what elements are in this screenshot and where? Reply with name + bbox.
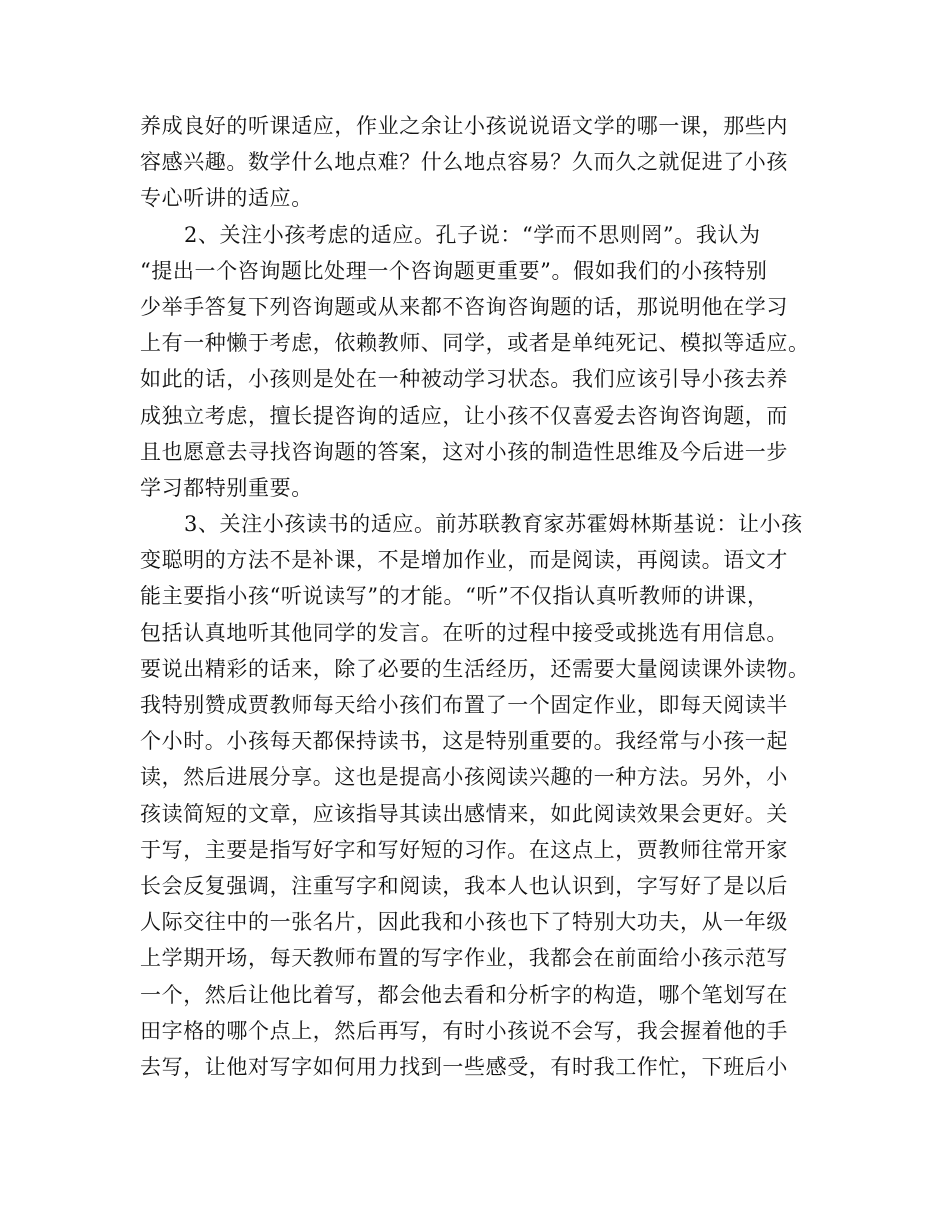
text-line: 能主要指小孩“听说读写”的才能。“听”不仅指认真听教师的讲课，: [140, 584, 769, 609]
text-line: 养成良好的听课适应，作业之余让小孩说说语文学的哪一课，那些内: [140, 114, 788, 138]
text-line: 专心听讲的适应。: [140, 186, 313, 211]
text-line: 变聪明的方法不是补课，不是增加作业，而是阅读，再阅读。语文才: [140, 548, 788, 573]
body-text: [140, 108, 820, 1085]
text-line: 包括认真地听其他同学的发言。在听的过程中接受或挑选有用信息。: [140, 620, 788, 645]
paragraph-2-first-line: 2、关注小孩考虑的适应。孔子说：“学而不思则罔”。我认为: [184, 222, 761, 247]
text-line: 如此的话，小孩则是处在一种被动学习状态。我们应该引导小孩去养: [140, 367, 788, 392]
text-line: 上学期开场，每天教师布置的写字作业，我都会在前面给小孩示范写: [140, 946, 788, 971]
text-line: 学习都特别重要。: [140, 475, 313, 500]
text-line: 孩读简短的文章，应该指导其读出感情来，如此阅读效果会更好。关: [140, 801, 788, 826]
text-line: 读，然后进展分享。这也是提高小孩阅读兴趣的一种方法。另外，小: [140, 765, 788, 790]
text-line: 要说出精彩的话来，除了必要的生活经历，还需要大量阅读课外读物。: [140, 656, 810, 681]
text-line: 人际交往中的一张名片，因此我和小孩也下了特别大功夫，从一年级: [140, 910, 788, 935]
text-line: 容感兴趣。数学什么地点难？什么地点容易？久而久之就促进了小孩: [140, 150, 788, 175]
text-line: 且也愿意去寻找咨询题的答案，这对小孩的制造性思维及今后进一步: [140, 439, 788, 464]
paragraph-3-first-line: 3、关注小孩读书的适应。前苏联教育家苏霍姆林斯基说：让小孩: [184, 512, 803, 537]
text-line: 少举手答复下列咨询题或从来都不咨询咨询题的话，那说明他在学习: [140, 294, 788, 319]
text-line: 去写，让他对写字如何用力找到一些感受，有时我工作忙，下班后小: [140, 1054, 788, 1079]
text-line: 于写，主要是指写好字和写好短的习作。在这点上，贾教师往常开家: [140, 837, 788, 862]
text-line: 成独立考虑，擅长提咨询的适应，让小孩不仅喜爱去咨询咨询题，而: [140, 403, 788, 428]
text-line: “提出一个咨询题比处理一个咨询题更重要”。假如我们的小孩特别: [140, 258, 768, 283]
text-line: 田字格的哪个点上，然后再写，有时小孩说不会写，我会握着他的手: [140, 1018, 788, 1043]
text-line: 我特别赞成贾教师每天给小孩们布置了一个固定作业，即每天阅读半: [140, 693, 788, 717]
text-line: 长会反复强调，注重写字和阅读，我本人也认识到，字写好了是以后: [140, 873, 788, 898]
text-line: 个小时。小孩每天都保持读书，这是特别重要的。我经常与小孩一起: [140, 729, 788, 754]
text-line: 上有一种懒于考虑，依赖教师、同学，或者是单纯死记、模拟等适应。: [140, 331, 810, 356]
text-line: 一个，然后让他比着写，都会他去看和分析字的构造，哪个笔划写在: [140, 982, 788, 1007]
